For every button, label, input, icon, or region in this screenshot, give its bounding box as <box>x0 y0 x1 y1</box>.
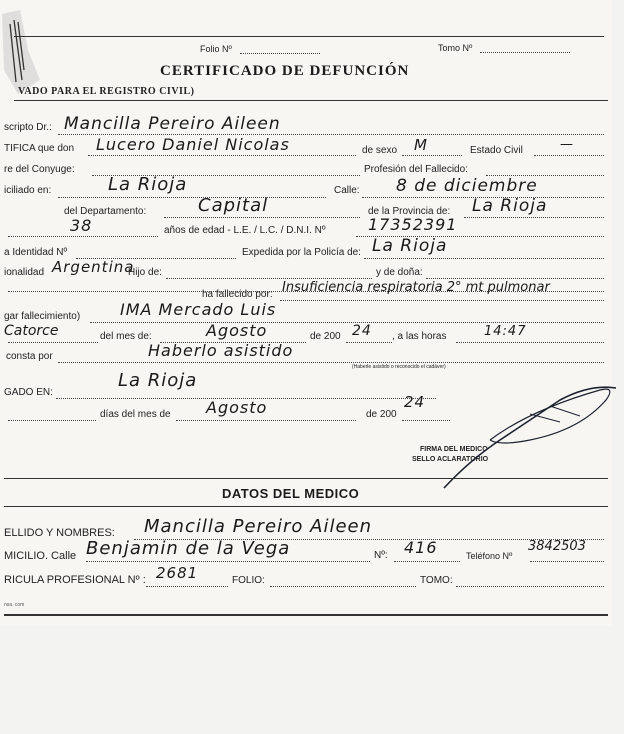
calle-label: Calle: <box>334 185 360 196</box>
medico-matricula-value: 2681 <box>156 564 199 582</box>
edad-label: años de edad - L.E. / L.C. / D.N.I. Nº <box>164 225 326 236</box>
domiciliado-value: La Rioja <box>108 174 188 195</box>
departamento-label: del Departamento: <box>64 206 147 217</box>
consta-line <box>58 362 604 363</box>
provincia-value: La Rioja <box>472 196 548 216</box>
footer-text: nsa. com <box>4 602 25 608</box>
estado-civil-line <box>534 155 604 156</box>
sexo-label: de sexo <box>362 145 398 156</box>
firma-line2: SELLO ACLARATORIO <box>412 456 489 463</box>
conyuge-label: re del Conyuge: <box>4 164 75 175</box>
dado-value: La Rioja <box>118 370 198 391</box>
section-rule-top <box>4 478 608 479</box>
domiciliado-line <box>58 197 326 198</box>
certifica-line <box>88 155 356 156</box>
medico-telefono-value: 3842503 <box>528 539 586 554</box>
horas-label: , a las horas <box>392 331 447 342</box>
medico-telefono-line <box>530 561 604 562</box>
dias-mes-value: Agosto <box>206 398 268 417</box>
medico-folio-line <box>270 586 416 587</box>
expedida-label: Expedida por la Policía de: <box>242 247 361 258</box>
horas-line <box>456 342 604 343</box>
page-title: CERTIFICADO DE DEFUNCIÓN <box>160 63 410 79</box>
certifica-value: Lucero Daniel Nicolas <box>96 135 290 154</box>
dona-line <box>426 278 604 279</box>
fallecido-por-line <box>280 300 604 301</box>
page-subtitle: VADO PARA EL REGISTRO CIVIL) <box>18 86 195 97</box>
consta-hint: (Haberle asistido o reconocido el cadáver) <box>352 364 446 370</box>
sexo-value: M <box>414 136 428 154</box>
firma-line1: FIRMA DEL MEDICO <box>420 446 488 453</box>
identidad-label: a Identidad Nº <box>4 247 68 258</box>
hijo-label: Hijo de: <box>128 267 162 278</box>
dia-value: Catorce <box>4 323 59 339</box>
fallecido-por-label: ha fallecido por: <box>202 289 273 300</box>
dni-value: 17352391 <box>368 215 458 234</box>
departamento-value: Capital <box>198 195 269 216</box>
departamento-line <box>164 217 360 218</box>
estado-civil-label: Estado Civil <box>470 145 523 156</box>
dias-mes-line <box>176 420 356 421</box>
tomo-label: Tomo Nº <box>438 43 473 53</box>
calle-value: 8 de diciembre <box>396 176 538 196</box>
dona-label: y de doña: <box>376 267 423 278</box>
sexo-line <box>402 155 462 156</box>
estado-civil-value: — <box>560 137 574 152</box>
anio-line <box>346 342 392 343</box>
horas-value: 14:47 <box>484 324 527 339</box>
footer-rule <box>4 614 608 616</box>
section-rule-bottom <box>4 506 608 507</box>
expedida-line <box>364 258 604 259</box>
medico-domicilio-label: MICILIO. Calle <box>4 550 77 562</box>
medico-nombres-value: Mancilla Pereiro Aileen <box>144 516 373 537</box>
hijo-line <box>166 278 372 279</box>
medico-folio-label: FOLIO: <box>232 575 265 586</box>
consta-value: Haberlo asistido <box>148 341 294 360</box>
anio-label: de 200 <box>310 331 341 342</box>
dia-line <box>8 342 98 343</box>
medico-section-title: DATOS DEL MEDICO <box>222 486 360 501</box>
provincia-label: de la Provincia de: <box>368 206 451 217</box>
medico-numero-label: Nº: <box>374 550 388 561</box>
folio-line <box>240 53 320 54</box>
medico-telefono-label: Teléfono Nº <box>466 551 513 561</box>
profesion-label: Profesión del Fallecido: <box>364 164 468 175</box>
folio-label: Folio Nº <box>200 44 232 54</box>
edad-value: 38 <box>70 216 93 235</box>
fallecido-por-value: Insuficiencia respiratoria 2° mt pulmonar <box>282 280 550 295</box>
medico-numero-line <box>394 561 460 562</box>
signature-stroke <box>430 380 620 490</box>
mes-value: Agosto <box>206 321 268 340</box>
dado-label: GADO EN: <box>4 387 53 398</box>
anio-value: 24 <box>352 323 372 339</box>
medico-numero-value: 416 <box>404 538 438 557</box>
top-rule <box>14 36 604 37</box>
certifica-label: TIFICA que don <box>4 143 75 154</box>
dias-anio-value: 24 <box>404 393 426 411</box>
edad-line <box>8 236 158 237</box>
medico-nombres-label: ELLIDO Y NOMBRES: <box>4 527 115 539</box>
suscripto-value: Mancilla Pereiro Aileen <box>64 114 281 134</box>
dias-anio-label: de 200 <box>366 409 397 420</box>
medico-tomo-label: TOMO: <box>420 575 453 586</box>
domiciliado-label: iciliado en: <box>4 185 52 196</box>
nacionalidad-value: Argentina <box>52 258 135 276</box>
medico-domicilio-line <box>86 561 370 562</box>
medico-tomo-line <box>456 586 604 587</box>
consta-label: consta por <box>6 351 53 362</box>
medico-matricula-line <box>146 586 228 587</box>
suscripto-label: scripto Dr.: <box>4 122 52 133</box>
lugar-line <box>90 322 604 323</box>
medico-domicilio-value: Benjamin de la Vega <box>86 538 291 559</box>
header-rule <box>14 100 608 101</box>
provincia-line <box>464 217 604 218</box>
tomo-line <box>480 52 570 53</box>
dias-label: días del mes de <box>100 409 171 420</box>
lugar-label: gar fallecimiento) <box>4 311 81 322</box>
lugar-value: IMA Mercado Luis <box>120 300 277 319</box>
mes-label: del mes de: <box>100 331 152 342</box>
expedida-value: La Rioja <box>372 236 448 256</box>
nacionalidad-label: ionalidad <box>4 267 45 278</box>
dias-line <box>8 420 96 421</box>
side-stamp-graphic <box>0 10 44 94</box>
medico-matricula-label: RICULA PROFESIONAL Nº : <box>4 574 146 586</box>
